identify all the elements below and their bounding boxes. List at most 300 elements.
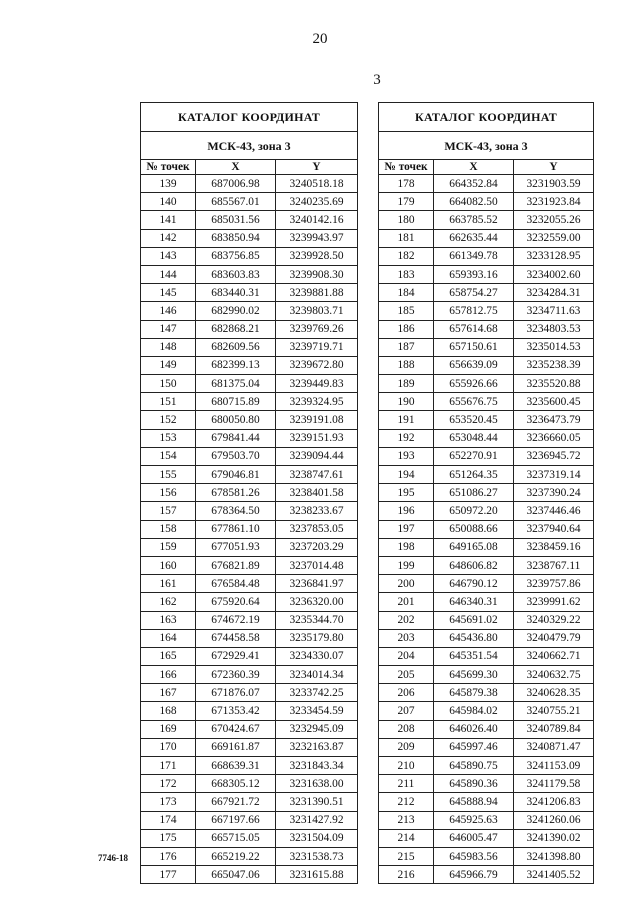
y-coordinate-cell: 3233128.95 <box>514 247 594 265</box>
x-coordinate-cell: 683850.94 <box>196 229 276 247</box>
point-number-cell: 151 <box>141 393 196 411</box>
table-row <box>379 738 594 756</box>
table-row <box>141 538 358 556</box>
x-coordinate-cell: 678364.50 <box>196 502 276 520</box>
point-number-cell: 176 <box>141 847 196 865</box>
y-coordinate-cell: 3241206.83 <box>514 793 594 811</box>
x-coordinate-cell: 665219.22 <box>196 847 276 865</box>
x-coordinate-cell: 661349.78 <box>434 247 514 265</box>
point-number-cell: 160 <box>141 556 196 574</box>
x-coordinate-cell: 681375.04 <box>196 375 276 393</box>
point-number-cell: 189 <box>379 375 434 393</box>
x-coordinate-cell: 645925.63 <box>434 811 514 829</box>
table-row <box>141 429 358 447</box>
y-coordinate-cell: 3241398.80 <box>514 847 594 865</box>
point-number-cell: 171 <box>141 757 196 775</box>
point-number-cell: 164 <box>141 629 196 647</box>
x-coordinate-cell: 679046.81 <box>196 466 276 484</box>
y-coordinate-cell: 3241153.09 <box>514 757 594 775</box>
point-number-cell: 150 <box>141 375 196 393</box>
point-number-cell: 157 <box>141 502 196 520</box>
table-row <box>379 829 594 847</box>
x-coordinate-cell: 645984.02 <box>434 702 514 720</box>
y-coordinate-cell: 3241260.06 <box>514 811 594 829</box>
point-number-cell: 199 <box>379 556 434 574</box>
y-coordinate-cell: 3238233.67 <box>276 502 358 520</box>
x-coordinate-cell: 667197.66 <box>196 811 276 829</box>
point-number-cell: 140 <box>141 193 196 211</box>
y-coordinate-cell: 3238401.58 <box>276 484 358 502</box>
table-row <box>379 302 594 320</box>
table-row <box>379 666 594 684</box>
column-header-x: X <box>196 160 276 175</box>
point-number-cell: 175 <box>141 829 196 847</box>
column-header-point-number: № точек <box>379 160 434 175</box>
table-row <box>379 211 594 229</box>
y-coordinate-cell: 3236320.00 <box>276 593 358 611</box>
point-number-cell: 212 <box>379 793 434 811</box>
x-coordinate-cell: 645890.36 <box>434 775 514 793</box>
table-row <box>379 338 594 356</box>
point-number-cell: 185 <box>379 302 434 320</box>
x-coordinate-cell: 646026.40 <box>434 720 514 738</box>
point-number-cell: 144 <box>141 265 196 283</box>
point-number-cell: 192 <box>379 429 434 447</box>
coordinate-catalog-right <box>378 102 594 884</box>
x-coordinate-cell: 674458.58 <box>196 629 276 647</box>
x-coordinate-cell: 659393.16 <box>434 265 514 283</box>
document-code: 7746-18 <box>98 853 128 863</box>
table-row <box>379 847 594 865</box>
y-coordinate-cell: 3239324.95 <box>276 393 358 411</box>
x-coordinate-cell: 645890.75 <box>434 757 514 775</box>
x-coordinate-cell: 668305.12 <box>196 775 276 793</box>
x-coordinate-cell: 682868.21 <box>196 320 276 338</box>
catalog-title: КАТАЛОГ КООРДИНАТ <box>141 103 358 132</box>
y-coordinate-cell: 3235520.88 <box>514 375 594 393</box>
x-coordinate-cell: 655926.66 <box>434 375 514 393</box>
table-row <box>379 775 594 793</box>
y-coordinate-cell: 3240235.69 <box>276 193 358 211</box>
x-coordinate-cell: 646340.31 <box>434 593 514 611</box>
x-coordinate-cell: 656639.09 <box>434 356 514 374</box>
point-number-cell: 177 <box>141 866 196 884</box>
y-coordinate-cell: 3240518.18 <box>276 175 358 193</box>
x-coordinate-cell: 680715.89 <box>196 393 276 411</box>
point-number-cell: 139 <box>141 175 196 193</box>
y-coordinate-cell: 3239719.71 <box>276 338 358 356</box>
table-row <box>379 575 594 593</box>
point-number-cell: 167 <box>141 684 196 702</box>
y-coordinate-cell: 3234330.07 <box>276 647 358 665</box>
table-row <box>141 829 358 847</box>
table-row <box>141 302 358 320</box>
x-coordinate-cell: 676821.89 <box>196 556 276 574</box>
x-coordinate-cell: 680050.80 <box>196 411 276 429</box>
y-coordinate-cell: 3239757.86 <box>514 575 594 593</box>
table-row <box>379 611 594 629</box>
table-row <box>141 229 358 247</box>
x-coordinate-cell: 677861.10 <box>196 520 276 538</box>
point-number-cell: 197 <box>379 520 434 538</box>
table-row <box>379 193 594 211</box>
point-number-cell: 186 <box>379 320 434 338</box>
point-number-cell: 148 <box>141 338 196 356</box>
y-coordinate-cell: 3232055.26 <box>514 211 594 229</box>
catalog-body-right <box>379 175 594 884</box>
point-number-cell: 152 <box>141 411 196 429</box>
y-coordinate-cell: 3240871.47 <box>514 738 594 756</box>
table-row <box>379 866 594 884</box>
point-number-cell: 179 <box>379 193 434 211</box>
table-row <box>141 647 358 665</box>
table-row <box>141 211 358 229</box>
point-number-cell: 141 <box>141 211 196 229</box>
x-coordinate-cell: 664352.84 <box>434 175 514 193</box>
point-number-cell: 170 <box>141 738 196 756</box>
point-number-cell: 205 <box>379 666 434 684</box>
table-row <box>141 484 358 502</box>
table-row <box>141 520 358 538</box>
table-row <box>379 229 594 247</box>
point-number-cell: 146 <box>141 302 196 320</box>
y-coordinate-cell: 3231390.51 <box>276 793 358 811</box>
point-number-cell: 196 <box>379 502 434 520</box>
x-coordinate-cell: 651264.35 <box>434 466 514 484</box>
y-coordinate-cell: 3240662.71 <box>514 647 594 665</box>
point-number-cell: 147 <box>141 320 196 338</box>
y-coordinate-cell: 3235014.53 <box>514 338 594 356</box>
x-coordinate-cell: 655676.75 <box>434 393 514 411</box>
y-coordinate-cell: 3235344.70 <box>276 611 358 629</box>
y-coordinate-cell: 3241405.52 <box>514 866 594 884</box>
table-row <box>141 666 358 684</box>
y-coordinate-cell: 3236945.72 <box>514 447 594 465</box>
x-coordinate-cell: 657150.61 <box>434 338 514 356</box>
y-coordinate-cell: 3237390.24 <box>514 484 594 502</box>
y-coordinate-cell: 3239151.93 <box>276 429 358 447</box>
x-coordinate-cell: 649165.08 <box>434 538 514 556</box>
point-number-cell: 169 <box>141 720 196 738</box>
y-coordinate-cell: 3237940.64 <box>514 520 594 538</box>
x-coordinate-cell: 650972.20 <box>434 502 514 520</box>
table-row <box>379 556 594 574</box>
x-coordinate-cell: 683756.85 <box>196 247 276 265</box>
y-coordinate-cell: 3240329.22 <box>514 611 594 629</box>
table-row <box>379 466 594 484</box>
column-header-point-number: № точек <box>141 160 196 175</box>
point-number-cell: 214 <box>379 829 434 847</box>
point-number-cell: 215 <box>379 847 434 865</box>
point-number-cell: 200 <box>379 575 434 593</box>
table-row <box>141 393 358 411</box>
point-number-cell: 162 <box>141 593 196 611</box>
section-number: 3 <box>373 72 381 88</box>
y-coordinate-cell: 3239803.71 <box>276 302 358 320</box>
x-coordinate-cell: 662635.44 <box>434 229 514 247</box>
point-number-cell: 194 <box>379 466 434 484</box>
table-row <box>141 466 358 484</box>
table-row <box>141 265 358 283</box>
point-number-cell: 210 <box>379 757 434 775</box>
y-coordinate-cell: 3237319.14 <box>514 466 594 484</box>
table-row <box>141 611 358 629</box>
coordinate-catalog-left <box>140 102 358 884</box>
x-coordinate-cell: 665715.05 <box>196 829 276 847</box>
x-coordinate-cell: 682609.56 <box>196 338 276 356</box>
y-coordinate-cell: 3237446.46 <box>514 502 594 520</box>
y-coordinate-cell: 3238767.11 <box>514 556 594 574</box>
table-row <box>379 429 594 447</box>
table-row <box>379 356 594 374</box>
x-coordinate-cell: 645888.94 <box>434 793 514 811</box>
table-row <box>141 629 358 647</box>
table-row <box>379 538 594 556</box>
point-number-cell: 187 <box>379 338 434 356</box>
table-row <box>379 175 594 193</box>
column-header-x: X <box>434 160 514 175</box>
y-coordinate-cell: 3234711.63 <box>514 302 594 320</box>
point-number-cell: 165 <box>141 647 196 665</box>
x-coordinate-cell: 645351.54 <box>434 647 514 665</box>
point-number-cell: 203 <box>379 629 434 647</box>
x-coordinate-cell: 675920.64 <box>196 593 276 611</box>
table-row <box>141 193 358 211</box>
x-coordinate-cell: 674672.19 <box>196 611 276 629</box>
x-coordinate-cell: 658754.27 <box>434 284 514 302</box>
point-number-cell: 182 <box>379 247 434 265</box>
x-coordinate-cell: 646005.47 <box>434 829 514 847</box>
point-number-cell: 163 <box>141 611 196 629</box>
x-coordinate-cell: 685567.01 <box>196 193 276 211</box>
point-number-cell: 195 <box>379 484 434 502</box>
x-coordinate-cell: 645879.38 <box>434 684 514 702</box>
point-number-cell: 149 <box>141 356 196 374</box>
x-coordinate-cell: 648606.82 <box>434 556 514 574</box>
x-coordinate-cell: 657614.68 <box>434 320 514 338</box>
point-number-cell: 190 <box>379 393 434 411</box>
column-header-y: Y <box>514 160 594 175</box>
point-number-cell: 183 <box>379 265 434 283</box>
y-coordinate-cell: 3234014.34 <box>276 666 358 684</box>
table-row <box>141 502 358 520</box>
table-row <box>379 520 594 538</box>
y-coordinate-cell: 3231638.00 <box>276 775 358 793</box>
table-row <box>141 175 358 193</box>
table-row <box>141 284 358 302</box>
y-coordinate-cell: 3239769.26 <box>276 320 358 338</box>
x-coordinate-cell: 645983.56 <box>434 847 514 865</box>
table-row <box>141 247 358 265</box>
table-row <box>141 757 358 775</box>
x-coordinate-cell: 651086.27 <box>434 484 514 502</box>
table-row <box>379 265 594 283</box>
point-number-cell: 184 <box>379 284 434 302</box>
table-row <box>379 757 594 775</box>
y-coordinate-cell: 3239672.80 <box>276 356 358 374</box>
column-header-y: Y <box>276 160 358 175</box>
table-row <box>379 447 594 465</box>
y-coordinate-cell: 3239094.44 <box>276 447 358 465</box>
point-number-cell: 155 <box>141 466 196 484</box>
table-row <box>141 320 358 338</box>
table-row <box>141 375 358 393</box>
y-coordinate-cell: 3231843.34 <box>276 757 358 775</box>
point-number-cell: 181 <box>379 229 434 247</box>
table-row <box>379 411 594 429</box>
x-coordinate-cell: 646790.12 <box>434 575 514 593</box>
y-coordinate-cell: 3233742.25 <box>276 684 358 702</box>
table-row <box>141 556 358 574</box>
point-number-cell: 156 <box>141 484 196 502</box>
y-coordinate-cell: 3231903.59 <box>514 175 594 193</box>
x-coordinate-cell: 678581.26 <box>196 484 276 502</box>
table-row <box>141 738 358 756</box>
table-row <box>141 338 358 356</box>
y-coordinate-cell: 3239991.62 <box>514 593 594 611</box>
point-number-cell: 201 <box>379 593 434 611</box>
x-coordinate-cell: 676584.48 <box>196 575 276 593</box>
point-number-cell: 204 <box>379 647 434 665</box>
table-row <box>379 375 594 393</box>
y-coordinate-cell: 3241179.58 <box>514 775 594 793</box>
y-coordinate-cell: 3232559.00 <box>514 229 594 247</box>
point-number-cell: 173 <box>141 793 196 811</box>
point-number-cell: 174 <box>141 811 196 829</box>
table-row <box>379 702 594 720</box>
x-coordinate-cell: 653048.44 <box>434 429 514 447</box>
x-coordinate-cell: 682990.02 <box>196 302 276 320</box>
y-coordinate-cell: 3236841.97 <box>276 575 358 593</box>
table-row <box>379 502 594 520</box>
point-number-cell: 198 <box>379 538 434 556</box>
x-coordinate-cell: 650088.66 <box>434 520 514 538</box>
y-coordinate-cell: 3236660.05 <box>514 429 594 447</box>
table-row <box>141 575 358 593</box>
y-coordinate-cell: 3234284.31 <box>514 284 594 302</box>
x-coordinate-cell: 668639.31 <box>196 757 276 775</box>
table-row <box>379 629 594 647</box>
y-coordinate-cell: 3231615.88 <box>276 866 358 884</box>
table-row <box>379 647 594 665</box>
y-coordinate-cell: 3231538.73 <box>276 847 358 865</box>
table-row <box>379 247 594 265</box>
x-coordinate-cell: 672360.39 <box>196 666 276 684</box>
y-coordinate-cell: 3232163.87 <box>276 738 358 756</box>
table-row <box>379 684 594 702</box>
x-coordinate-cell: 657812.75 <box>434 302 514 320</box>
y-coordinate-cell: 3236473.79 <box>514 411 594 429</box>
y-coordinate-cell: 3235238.39 <box>514 356 594 374</box>
catalog-subtitle: МСК-43, зона 3 <box>379 132 594 160</box>
point-number-cell: 211 <box>379 775 434 793</box>
catalog-title: КАТАЛОГ КООРДИНАТ <box>379 103 594 132</box>
catalog-subtitle: МСК-43, зона 3 <box>141 132 358 160</box>
point-number-cell: 166 <box>141 666 196 684</box>
x-coordinate-cell: 663785.52 <box>434 211 514 229</box>
y-coordinate-cell: 3235179.80 <box>276 629 358 647</box>
y-coordinate-cell: 3239881.88 <box>276 284 358 302</box>
table-row <box>141 593 358 611</box>
table-row <box>141 356 358 374</box>
x-coordinate-cell: 679841.44 <box>196 429 276 447</box>
table-row <box>379 811 594 829</box>
x-coordinate-cell: 645966.79 <box>434 866 514 884</box>
table-row <box>141 775 358 793</box>
x-coordinate-cell: 645699.30 <box>434 666 514 684</box>
table-row <box>141 720 358 738</box>
y-coordinate-cell: 3237203.29 <box>276 538 358 556</box>
point-number-cell: 206 <box>379 684 434 702</box>
y-coordinate-cell: 3240628.35 <box>514 684 594 702</box>
x-coordinate-cell: 672929.41 <box>196 647 276 665</box>
point-number-cell: 193 <box>379 447 434 465</box>
point-number-cell: 209 <box>379 738 434 756</box>
x-coordinate-cell: 645436.80 <box>434 629 514 647</box>
table-row <box>141 866 358 884</box>
x-coordinate-cell: 669161.87 <box>196 738 276 756</box>
x-coordinate-cell: 667921.72 <box>196 793 276 811</box>
table-row <box>141 811 358 829</box>
catalog-body-left <box>141 175 358 884</box>
table-row <box>379 320 594 338</box>
table-row <box>141 411 358 429</box>
point-number-cell: 208 <box>379 720 434 738</box>
table-row <box>141 847 358 865</box>
table-row <box>379 593 594 611</box>
table-row <box>141 702 358 720</box>
x-coordinate-cell: 645691.02 <box>434 611 514 629</box>
x-coordinate-cell: 665047.06 <box>196 866 276 884</box>
point-number-cell: 154 <box>141 447 196 465</box>
page-number: 20 <box>312 31 328 47</box>
y-coordinate-cell: 3240755.21 <box>514 702 594 720</box>
y-coordinate-cell: 3240632.75 <box>514 666 594 684</box>
y-coordinate-cell: 3234002.60 <box>514 265 594 283</box>
y-coordinate-cell: 3239908.30 <box>276 265 358 283</box>
y-coordinate-cell: 3239191.08 <box>276 411 358 429</box>
x-coordinate-cell: 664082.50 <box>434 193 514 211</box>
y-coordinate-cell: 3238747.61 <box>276 466 358 484</box>
table-row <box>379 793 594 811</box>
x-coordinate-cell: 682399.13 <box>196 356 276 374</box>
point-number-cell: 145 <box>141 284 196 302</box>
y-coordinate-cell: 3241390.02 <box>514 829 594 847</box>
point-number-cell: 153 <box>141 429 196 447</box>
point-number-cell: 143 <box>141 247 196 265</box>
point-number-cell: 142 <box>141 229 196 247</box>
point-number-cell: 178 <box>379 175 434 193</box>
x-coordinate-cell: 645997.46 <box>434 738 514 756</box>
point-number-cell: 161 <box>141 575 196 593</box>
y-coordinate-cell: 3231504.09 <box>276 829 358 847</box>
x-coordinate-cell: 652270.91 <box>434 447 514 465</box>
x-coordinate-cell: 685031.56 <box>196 211 276 229</box>
point-number-cell: 213 <box>379 811 434 829</box>
x-coordinate-cell: 670424.67 <box>196 720 276 738</box>
x-coordinate-cell: 671353.42 <box>196 702 276 720</box>
y-coordinate-cell: 3231427.92 <box>276 811 358 829</box>
y-coordinate-cell: 3240479.79 <box>514 629 594 647</box>
y-coordinate-cell: 3239928.50 <box>276 247 358 265</box>
y-coordinate-cell: 3232945.09 <box>276 720 358 738</box>
point-number-cell: 202 <box>379 611 434 629</box>
point-number-cell: 180 <box>379 211 434 229</box>
table-row <box>379 720 594 738</box>
y-coordinate-cell: 3238459.16 <box>514 538 594 556</box>
y-coordinate-cell: 3237014.48 <box>276 556 358 574</box>
y-coordinate-cell: 3240789.84 <box>514 720 594 738</box>
